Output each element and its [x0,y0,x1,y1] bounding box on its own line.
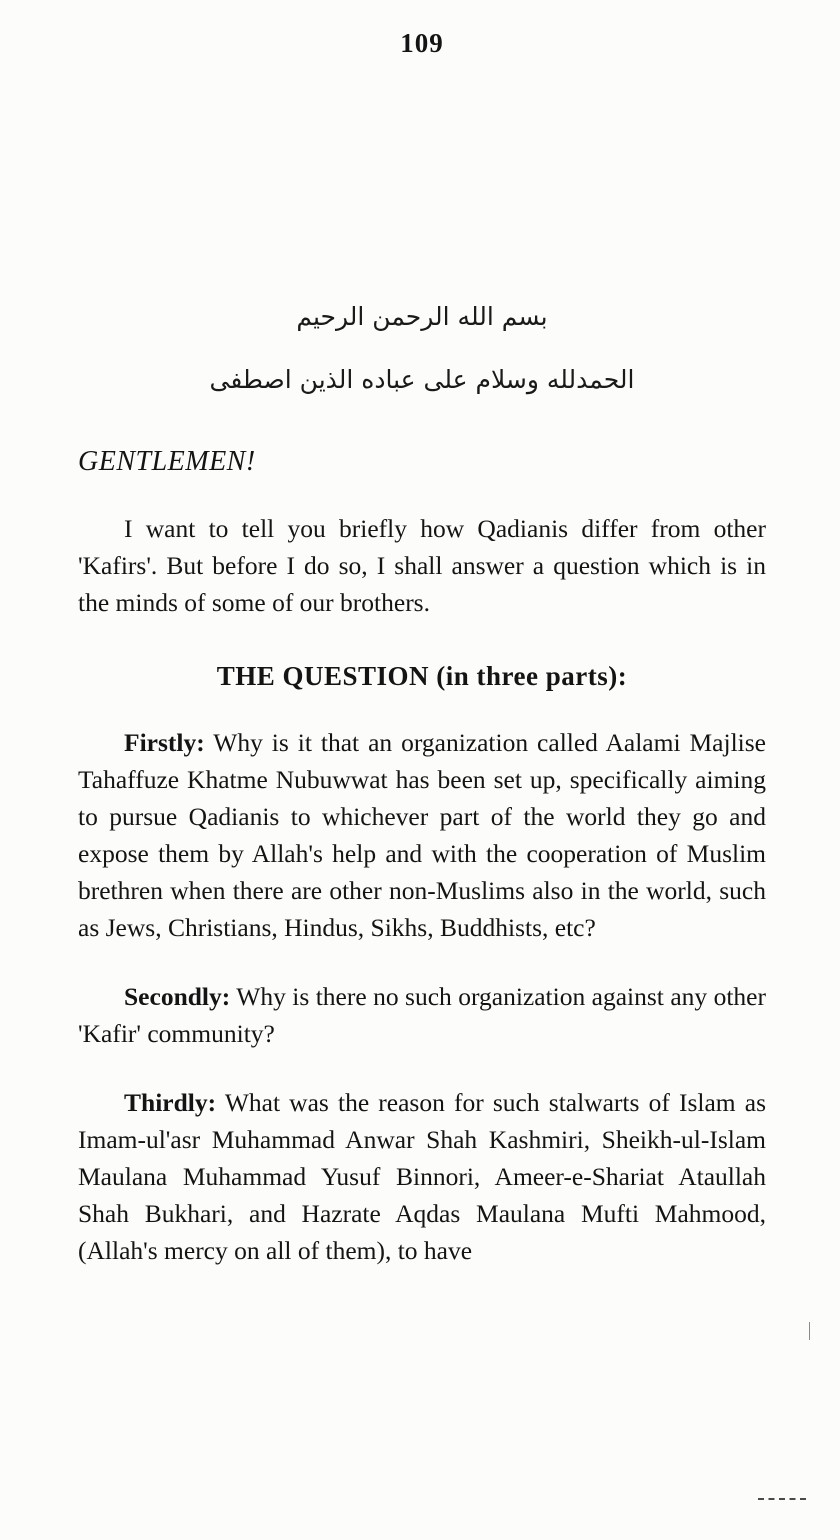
question-thirdly-lead: Thirdly: [124,1088,217,1117]
question-firstly-paragraph [78,724,766,946]
salutation-heading: GENTLEMEN! [78,446,256,477]
top-whitespace [78,59,766,302]
arabic-invocation-hamd: الحمدلله وسلام على عباده الذين اصطفى [209,365,635,394]
arabic-invocation-bismillah: بسم الله الرحمن الرحيم [296,302,548,331]
scan-artifact-dash [758,1498,806,1500]
page-number: 109 [400,28,444,58]
question-secondly-text: Why is there no such organization against any other 'Kafir' community? [78,982,766,1048]
intro-paragraph [78,510,766,621]
intro-paragraph-text: I want to tell you briefly how Qadianis differ from other 'Kafirs'. But before I do so, I shall answer a question which is in the minds of some of our brothers. [78,514,766,617]
scan-artifact-tick [809,1322,810,1340]
question-section-heading: THE QUESTION (in three parts): [216,661,628,691]
question-secondly-paragraph [78,978,766,1052]
question-thirdly-paragraph [78,1084,766,1269]
question-thirdly-text: What was the reason for such stalwarts of Islam as Imam-ul'asr Muhammad Anwar Shah Kashmiri, Sheikh-ul-Islam Maulana Muhammad Yusuf Binnori, Ameer-e-Shariat Ataullah Shah Bukhari, and Hazrate Aqdas Maulana Mufti Mahmood, (Allah's mercy on all of them), to have [78,1088,767,1265]
question-firstly-text: Why is it that an organization called Aalami Majlise Tahaffuze Khatme Nubuwwat has been set up, specifically aiming to pursue Qadianis to whichever part of the world they go and expose them by Allah's help and with the cooperation of Muslim brethren when there are other non-Muslims also in the world, such as Jews, Christians, Hindus, Sikhs, Buddhists, etc? [78,728,766,942]
question-firstly-lead: Firstly: [124,728,205,757]
question-secondly-lead: Secondly: [124,982,231,1011]
